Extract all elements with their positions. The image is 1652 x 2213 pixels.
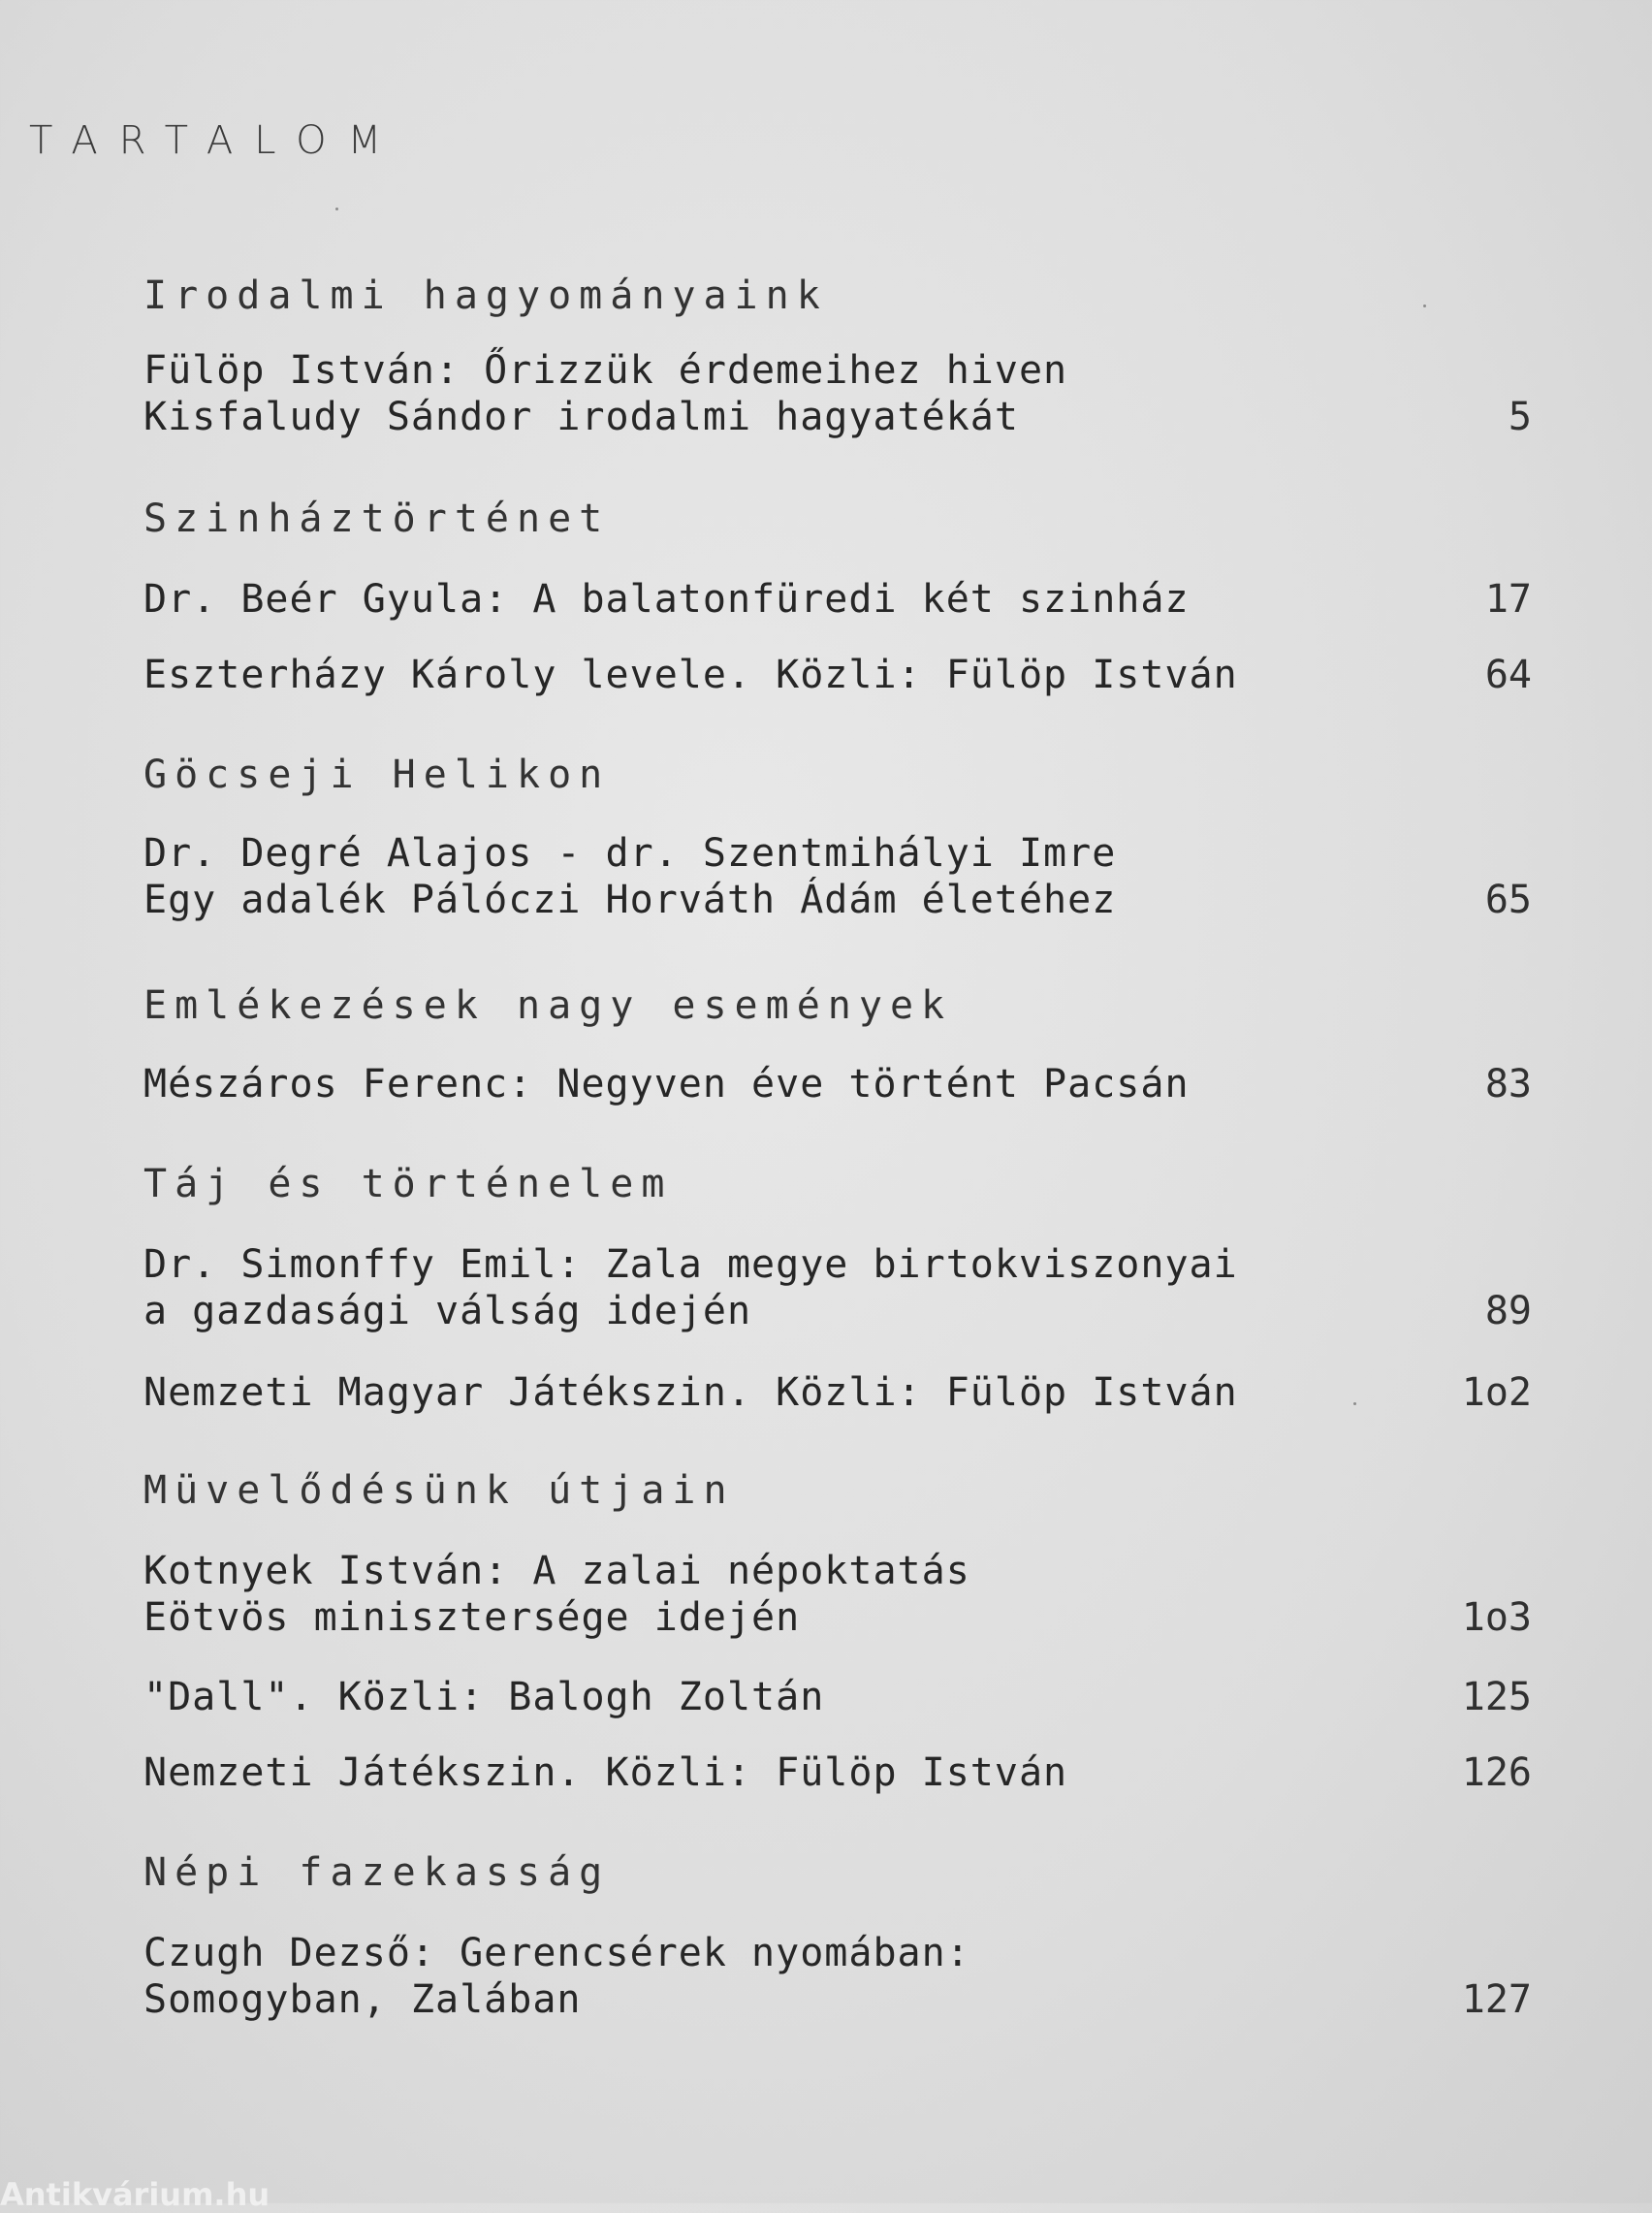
entry-line: Nemzeti Játékszin. Közli: Fülöp István [143,1750,1068,1795]
toc-entry [143,347,1532,440]
page-number: 89 [1484,1289,1532,1333]
page-number: 125 [1461,1675,1532,1719]
entry-line: Fülöp István: Őrizzük érdemeihez hiven [143,348,1068,393]
watermark: Antikvárium.hu [0,2176,270,2213]
page-number: 65 [1484,878,1532,922]
toc-entry [143,1674,1532,1720]
section-title: Szinháztörténet [143,497,611,541]
page-number: 64 [1484,653,1532,697]
entry-line: Nemzeti Magyar Játékszin. Közli: Fülöp István [143,1370,1238,1415]
page-number: 83 [1484,1062,1532,1106]
entry-line: Eszterházy Károly levele. Közli: Fülöp István [143,653,1238,697]
page-number: 126 [1461,1750,1532,1795]
entry-line: Czugh Dezső: Gerencsérek nyomában: [143,1931,970,1975]
entry-line: Mészáros Ferenc: Negyven éve történt Pacsán [143,1062,1190,1106]
page-number: 127 [1461,1977,1532,2022]
toc-entry [143,1369,1532,1416]
entry-line: Kotnyek István: A zalai népoktatás [143,1549,970,1593]
entry-line: Dr. Degré Alajos - dr. Szentmihályi Imre [143,831,1117,876]
entry-line: "Dall". Közli: Balogh Zoltán [143,1675,825,1719]
section-title: Emlékezések nagy események [143,983,953,1028]
entry-line: Dr. Simonffy Emil: Zala megye birtokviszonyai [143,1242,1238,1287]
page-number: 1o2 [1461,1370,1532,1415]
page-number: 1o3 [1461,1595,1532,1640]
entry-line: Egy adalék Pálóczi Horváth Ádám életéhez [143,878,1117,922]
section-title: Népi fazekasság [143,1850,611,1895]
page-number: 5 [1508,395,1532,439]
entry-line: Eötvös minisztersége idején [143,1595,801,1640]
paper-speck [335,208,338,210]
toc-entry [143,652,1532,698]
toc-heading: TARTALOM [29,118,403,163]
toc-entry [143,576,1532,623]
toc-entry [143,1241,1532,1334]
section-title: Táj és történelem [143,1162,673,1206]
entry-line: a gazdasági válság idején [143,1289,752,1333]
section-title: Müvelődésünk útjain [143,1468,735,1513]
section-title: Göcseji Helikon [143,753,611,797]
page-number: 17 [1484,577,1532,622]
toc-entry [143,1749,1532,1796]
toc-entry [143,830,1532,923]
paper-speck [1423,305,1426,307]
entry-line: Dr. Beér Gyula: A balatonfüredi két szinház [143,577,1190,622]
toc-entry [143,1930,1532,2023]
paper-speck [1353,1402,1356,1405]
toc-entry [143,1548,1532,1641]
entry-line: Kisfaludy Sándor irodalmi hagyatékát [143,395,1019,439]
entry-line: Somogyban, Zalában [143,1977,582,2022]
section-title: Irodalmi hagyományaink [143,273,828,318]
toc-entry [143,1061,1532,1107]
